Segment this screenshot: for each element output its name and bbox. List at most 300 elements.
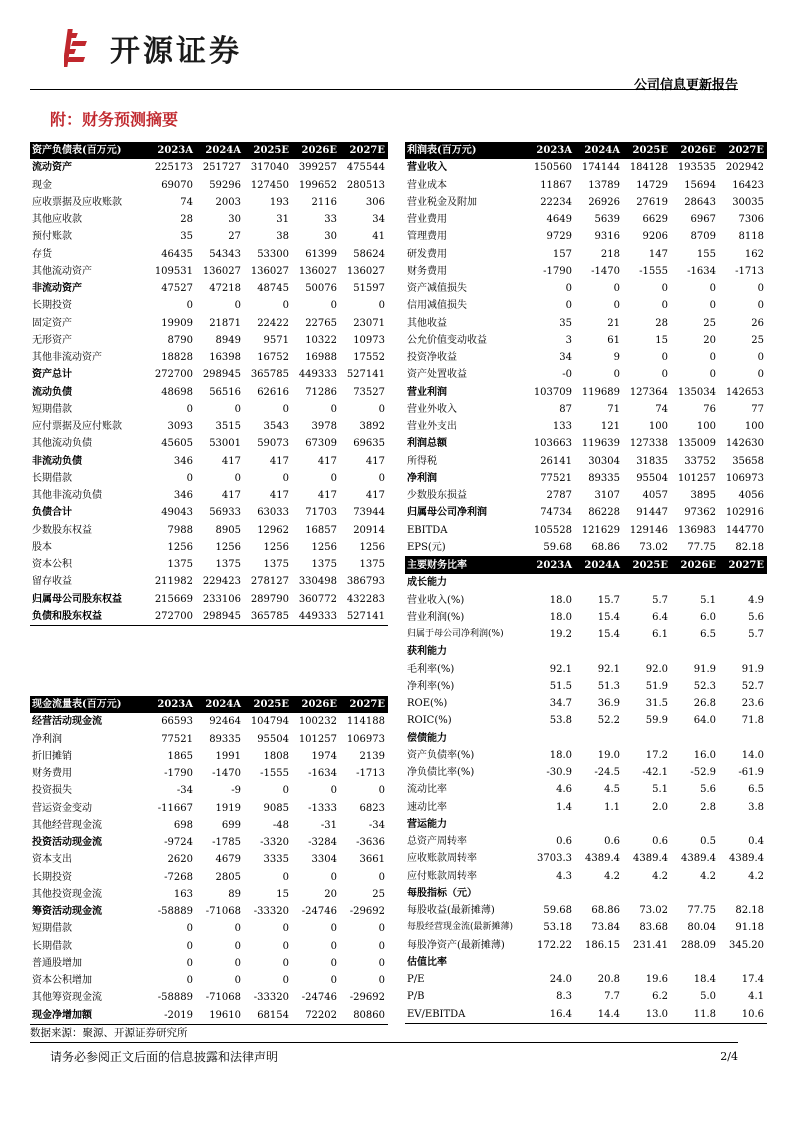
cell-value [671, 816, 719, 833]
disclaimer: 请务必参阅正文后面的信息披露和法律声明 [50, 1050, 279, 1064]
table-row [405, 730, 767, 747]
cell-value: 9729 [546, 231, 572, 243]
cell-value: 80860 [340, 1007, 388, 1025]
row-label: 每股指标（元） [407, 887, 477, 899]
cell-value: 73527 [353, 386, 385, 398]
cell-value: -1634 [687, 265, 716, 277]
row-label: 每股净资产(最新摊薄) [407, 939, 505, 951]
cell-value: 101257 [298, 733, 337, 745]
cell-value: 288.09 [681, 939, 716, 951]
cell-value: 184128 [629, 162, 668, 174]
row-label: 其他非流动资产 [32, 352, 102, 364]
cell-value: 53.8 [549, 715, 572, 727]
cell-value: 9 [613, 352, 620, 364]
cell-value [719, 885, 767, 902]
table-row [30, 782, 388, 799]
cell-value: -1555 [260, 768, 289, 780]
table-row [30, 332, 388, 349]
cell-value: 56516 [209, 386, 241, 398]
cell-value [719, 730, 767, 747]
cell-value: 52.7 [741, 680, 764, 692]
cell-value: 2787 [546, 490, 572, 502]
cell-value: 91.18 [735, 922, 764, 934]
table-row [30, 177, 388, 194]
cell-value: 0 [282, 940, 289, 952]
cell-value: 0 [282, 871, 289, 883]
table-row [405, 643, 767, 660]
cell-value: -1555 [639, 265, 668, 277]
cell-value: 52.3 [693, 680, 716, 692]
cell-value: 21 [607, 317, 620, 329]
row-label: 流动比率 [407, 784, 447, 796]
row-label: 其他筹资现金流 [32, 992, 102, 1004]
cell-value: 136983 [677, 524, 716, 536]
cell-value: 0 [282, 472, 289, 484]
row-label: 资产处置收益 [407, 369, 467, 381]
cell-value: 6.0 [700, 611, 716, 623]
cell-value: 135009 [677, 438, 716, 450]
table-row [405, 522, 767, 539]
cell-value: 360772 [298, 593, 337, 605]
row-label: EV/EBITDA [405, 1006, 527, 1024]
table-row [30, 573, 388, 590]
cell-value: 1.4 [556, 801, 572, 813]
table-row [405, 418, 767, 435]
cell-value: -1470 [212, 768, 241, 780]
cell-value: 18.0 [549, 611, 572, 623]
cell-value: 0 [234, 472, 241, 484]
cell-value: -1790 [543, 265, 572, 277]
cell-value: 8905 [215, 524, 241, 536]
cell-value: 35 [559, 317, 572, 329]
cell-value: 8118 [738, 231, 764, 243]
cell-value: 144770 [725, 524, 764, 536]
cell-value: 73.02 [639, 905, 668, 917]
cell-value: 0 [709, 300, 716, 312]
cell-value: 0 [378, 940, 385, 952]
cell-value: 59073 [257, 438, 289, 450]
cell-value: -58889 [157, 992, 193, 1004]
cell-value: 28 [180, 214, 193, 226]
table-header-row [30, 142, 388, 159]
cell-value: 72202 [292, 1007, 340, 1025]
cell-value: 7306 [738, 214, 764, 226]
cell-value: 186.15 [585, 939, 620, 951]
cell-value: 0 [378, 975, 385, 987]
cell-value: 9085 [263, 802, 289, 814]
row-label: 管理费用 [407, 231, 447, 243]
cell-value: 23071 [353, 317, 385, 329]
cell-value: 5.0 [700, 991, 716, 1003]
cell-value: 225173 [154, 162, 193, 174]
cell-value: -33320 [253, 906, 289, 918]
table-row [405, 504, 767, 521]
cell-value: 19909 [161, 317, 193, 329]
cell-value: 21871 [209, 317, 241, 329]
table-row [405, 435, 767, 452]
column-header: 2024A [575, 557, 623, 574]
row-label: 速动比率 [407, 801, 447, 813]
cell-value: 16398 [209, 352, 241, 364]
cell-value: 4.2 [700, 870, 716, 882]
cell-value: 2116 [311, 196, 337, 208]
cell-value: 26926 [588, 196, 620, 208]
table-row [405, 747, 767, 764]
cell-value: 19610 [196, 1007, 244, 1025]
cell-value: 0 [709, 352, 716, 364]
cell-value: 14729 [636, 179, 668, 191]
row-label: 财务费用 [32, 768, 72, 780]
cell-value: -24746 [301, 906, 337, 918]
table-row [30, 903, 388, 920]
cell-value: 0 [282, 785, 289, 797]
table-row [405, 885, 767, 902]
company-logo [64, 24, 242, 72]
table-row [30, 194, 388, 211]
cell-value: 92464 [209, 716, 241, 728]
row-label: 现金 [32, 179, 52, 191]
cell-value: 16752 [257, 352, 289, 364]
cell-value: 15.4 [597, 629, 620, 641]
cell-value: 91447 [636, 507, 668, 519]
cell-value: 135034 [677, 386, 716, 398]
cell-value: 77521 [540, 472, 572, 484]
cell-value: 20 [324, 888, 337, 900]
table-row [405, 574, 767, 591]
row-label: 投资净收益 [407, 352, 457, 364]
cell-value: 1256 [215, 541, 241, 553]
table-row [30, 800, 388, 817]
row-label: 营业费用 [407, 214, 447, 226]
row-label: EBITDA [407, 524, 448, 536]
cell-value: 3335 [263, 854, 289, 866]
cell-value: 5.7 [652, 594, 668, 606]
cell-value: 77 [751, 403, 764, 415]
row-label: 其他流动资产 [32, 265, 92, 277]
table-row [30, 366, 388, 383]
section-title: 附：财务预测摘要 [50, 110, 179, 129]
row-label: 营业税金及附加 [407, 196, 477, 208]
cell-value: 18.4 [693, 974, 716, 986]
cell-value: 92.0 [645, 663, 668, 675]
cell-value: 89 [228, 888, 241, 900]
cell-value [575, 816, 623, 833]
table-row [405, 401, 767, 418]
header-divider [30, 89, 738, 90]
cell-value: 53.18 [543, 922, 572, 934]
cell-value: 12962 [257, 524, 289, 536]
table-row [405, 937, 767, 954]
page-number: 2/4 [720, 1050, 738, 1063]
cell-value: -1790 [164, 768, 193, 780]
row-label: 资产减值损失 [407, 283, 467, 295]
cell-value: 172.22 [537, 939, 572, 951]
cell-value: 27 [228, 231, 241, 243]
row-label: 营业外收入 [407, 403, 457, 415]
cell-value [623, 885, 671, 902]
cell-value: 142653 [725, 386, 764, 398]
cell-value: 527141 [346, 369, 385, 381]
cell-value: 51597 [353, 283, 385, 295]
cell-value: 52.2 [597, 715, 620, 727]
cell-value: 77.75 [687, 905, 716, 917]
cell-value: 202942 [725, 162, 764, 174]
cell-value [575, 885, 623, 902]
cell-value: 9316 [594, 231, 620, 243]
cell-value: 5.6 [748, 611, 764, 623]
cell-value: 45605 [161, 438, 193, 450]
cell-value: 0 [330, 785, 337, 797]
cell-value: 68.86 [591, 905, 620, 917]
cell-value: 11.8 [671, 1006, 719, 1024]
column-header: 2024A [196, 696, 244, 713]
cell-value: 0 [330, 403, 337, 415]
cell-value: 14.0 [741, 749, 764, 761]
cell-value: 2805 [215, 871, 241, 883]
cell-value: 1991 [215, 750, 241, 762]
cell-value: 7988 [167, 524, 193, 536]
table-row [30, 211, 388, 228]
cell-value: 365785 [250, 369, 289, 381]
cell-value: 61399 [305, 248, 337, 260]
cell-value: 1808 [263, 750, 289, 762]
financial-ratios-table [405, 557, 767, 1024]
table-row [30, 470, 388, 487]
cell-value [671, 885, 719, 902]
cell-value: 1256 [263, 541, 289, 553]
table-row [405, 868, 767, 885]
row-label: 净利润 [32, 733, 62, 745]
row-label: 短期借款 [32, 923, 72, 935]
cell-value: 0 [613, 300, 620, 312]
cell-value: 0 [282, 300, 289, 312]
cell-value: 48698 [161, 386, 193, 398]
cell-value: 0 [565, 283, 572, 295]
cell-value [719, 954, 767, 971]
cell-value: 0 [757, 283, 764, 295]
cell-value: 10.6 [719, 1006, 767, 1024]
cell-value: 211982 [154, 576, 193, 588]
cell-value: 3304 [311, 854, 337, 866]
cell-value: 0 [378, 300, 385, 312]
cell-value: 6.1 [652, 629, 668, 641]
cell-value: 0 [757, 300, 764, 312]
cell-value: 19.6 [645, 974, 668, 986]
cell-value: 127364 [629, 386, 668, 398]
cell-value: 73944 [353, 507, 385, 519]
table-row [405, 384, 767, 401]
row-label: 现金净增加额 [30, 1007, 148, 1025]
cell-value: 51.5 [549, 680, 572, 692]
cell-value [527, 954, 575, 971]
cell-value: 3 [565, 334, 572, 346]
cell-value: 417 [269, 455, 289, 467]
cell-value: 0 [282, 975, 289, 987]
row-label: 负债和股东权益 [30, 608, 148, 626]
cell-value: 127338 [629, 438, 668, 450]
row-label: 归属母公司净利润 [407, 507, 487, 519]
column-header: 2023A [527, 142, 575, 159]
row-label: 营业外支出 [407, 421, 457, 433]
footer-divider [30, 1042, 738, 1043]
cell-value: 229423 [202, 576, 241, 588]
cell-value: 449333 [292, 608, 340, 626]
table-row [405, 781, 767, 798]
cell-value: 157 [552, 248, 572, 260]
cell-value: 0 [186, 403, 193, 415]
cell-value: -42.1 [642, 767, 668, 779]
column-header: 2023A [527, 557, 575, 574]
cell-value: 59.68 [543, 905, 572, 917]
row-label: 投资损失 [32, 785, 72, 797]
table-row [405, 453, 767, 470]
cell-value: 298945 [196, 608, 244, 626]
row-label: 其他经营现金流 [32, 819, 102, 831]
row-label: 少数股东损益 [407, 490, 467, 502]
cell-value: 31 [276, 214, 289, 226]
cell-value: 22765 [305, 317, 337, 329]
cell-value: 4.6 [556, 784, 572, 796]
cell-value: 20 [703, 334, 716, 346]
row-label: 应收票据及应收账款 [32, 196, 122, 208]
cell-value: 0.6 [652, 836, 668, 848]
cell-value: -31 [320, 819, 337, 831]
table-row [405, 764, 767, 781]
cell-value: 49043 [161, 507, 193, 519]
cell-value [623, 730, 671, 747]
cell-value: 3515 [215, 421, 241, 433]
row-label: 估值比率 [407, 956, 447, 968]
data-source-note: 数据来源：聚源、开源证券研究所 [30, 1027, 188, 1039]
cell-value: 73.02 [623, 539, 671, 557]
row-label: 资本公积 [32, 559, 72, 571]
cell-value: 68154 [244, 1007, 292, 1025]
cell-value: 17.2 [645, 749, 668, 761]
cell-value: 30035 [732, 196, 764, 208]
cell-value: 0 [186, 975, 193, 987]
cell-value [575, 730, 623, 747]
cell-value: 48745 [257, 283, 289, 295]
cell-value: 330498 [298, 576, 337, 588]
cell-value: 449333 [298, 369, 337, 381]
cell-value: 100 [696, 421, 716, 433]
cell-value: 80.04 [687, 922, 716, 934]
cell-value: 1919 [215, 802, 241, 814]
cell-value: 0.4 [748, 836, 764, 848]
cell-value: 15 [655, 334, 668, 346]
row-label: 应付账款周转率 [407, 870, 477, 882]
cell-value: 147 [648, 248, 668, 260]
table-row [30, 989, 388, 1006]
cell-value: 0.6 [556, 836, 572, 848]
cell-value: 63033 [257, 507, 289, 519]
table-row [30, 522, 388, 539]
cell-value: 0 [282, 403, 289, 415]
table-row [30, 539, 388, 556]
cell-value: 22422 [257, 317, 289, 329]
cell-value: 0 [613, 283, 620, 295]
cell-value: 2.0 [652, 801, 668, 813]
table-row [405, 816, 767, 833]
cell-value: 0 [186, 472, 193, 484]
row-label: 无形资产 [32, 334, 72, 346]
cell-value: 6.4 [652, 611, 668, 623]
cell-value: 5.1 [700, 594, 716, 606]
cell-value: 34.7 [549, 698, 572, 710]
cell-value: 5639 [594, 214, 620, 226]
cell-value: 0.6 [604, 836, 620, 848]
cell-value: 1375 [311, 559, 337, 571]
cell-value: 97362 [684, 507, 716, 519]
table-row [30, 384, 388, 401]
cell-value: -1713 [356, 768, 385, 780]
cell-value: 278127 [250, 576, 289, 588]
table-row [30, 556, 388, 573]
row-label: 营业收入(%) [407, 594, 465, 606]
table-row [30, 418, 388, 435]
cell-value: 0 [186, 940, 193, 952]
row-label: 应收账款周转率 [407, 853, 477, 865]
row-label: 长期投资 [32, 300, 72, 312]
cell-value: 22234 [540, 196, 572, 208]
cell-value: 9206 [642, 231, 668, 243]
cell-value: 69635 [353, 438, 385, 450]
table-row [30, 765, 388, 782]
table-row [30, 608, 388, 626]
row-label: 利润总额 [407, 438, 447, 450]
cell-value: 100232 [298, 716, 337, 728]
cell-value: 18828 [161, 352, 193, 364]
cell-value: 91.9 [693, 663, 716, 675]
cell-value: 365785 [244, 608, 292, 626]
cell-value: 289790 [250, 593, 289, 605]
cell-value: 163 [173, 888, 193, 900]
cell-value [671, 730, 719, 747]
cell-value: 4649 [546, 214, 572, 226]
cell-value: 28643 [684, 196, 716, 208]
cell-value: 36.9 [597, 698, 620, 710]
cell-value [575, 954, 623, 971]
table-row [405, 228, 767, 245]
cell-value: 8709 [690, 231, 716, 243]
table-row [405, 470, 767, 487]
row-label: 公允价值变动收益 [407, 334, 487, 346]
cell-value: -61.9 [738, 767, 764, 779]
cell-value: 30304 [588, 455, 620, 467]
cell-value: 0 [661, 300, 668, 312]
cell-value: 10322 [305, 334, 337, 346]
table-row [30, 869, 388, 886]
cell-value: 2620 [167, 854, 193, 866]
row-label: 长期投资 [32, 871, 72, 883]
cell-value: 47527 [161, 283, 193, 295]
table-row [30, 938, 388, 955]
cell-value: 16423 [732, 179, 764, 191]
cell-value: 34 [372, 214, 385, 226]
cell-value: 4.9 [748, 594, 764, 606]
row-label: EPS(元) [405, 539, 527, 557]
table-row [405, 609, 767, 626]
cell-value: 58624 [353, 248, 385, 260]
cell-value: 54343 [209, 248, 241, 260]
row-label: 每股经营现金流(最新摊薄) [407, 922, 514, 933]
cell-value: 121629 [581, 524, 620, 536]
cell-value: 0 [330, 975, 337, 987]
cell-value: 10973 [353, 334, 385, 346]
column-header: 2023A [148, 142, 196, 159]
cell-value: -71068 [205, 906, 241, 918]
cell-value: -30.9 [546, 767, 572, 779]
